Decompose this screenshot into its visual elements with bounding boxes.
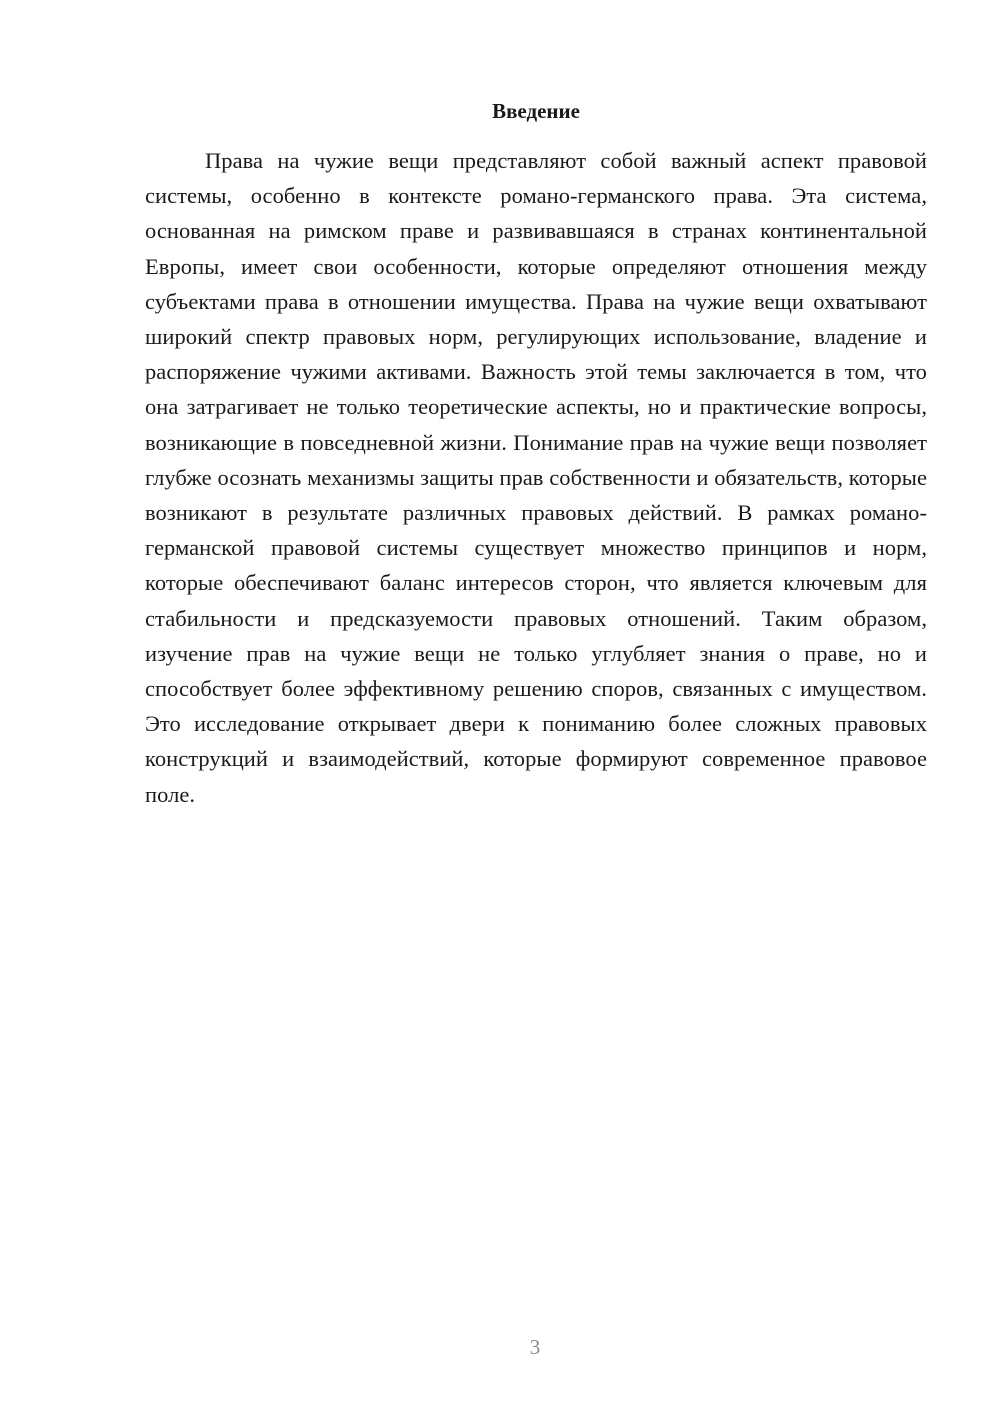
section-heading: Введение (492, 99, 580, 123)
page-number: 3 (529, 1335, 541, 1359)
body-paragraph: Права на чужие вещи представляют собой важный аспект правовой системы, особенно в контексте романо-германского права. Эта система, основанная на римском праве и развивавшаяся в странах континентальной Европы, имеет свои особенности, которые определяют отношения между субъектами права в отношении имущества. Права на чужие вещи охватывают широкий спектр правовых норм, регулирующих использование, владение и распоряжение чужими активами. Важность этой темы заключается в том, что она затрагивает не только теоретические аспекты, но и практические вопросы, возникающие в повседневной жизни. Понимание прав на чужие вещи позволяет глубже осознать механизмы защиты прав собственности и обязательств, которые возникают в результате различных правовых действий. В рамках романо-германской правовой системы существует множество принципов и норм, которые обеспечивают баланс интересов сторон, что является ключевым для стабильности и предсказуемости правовых отношений. Таким образом, изучение прав на чужие вещи не только углубляет знания о праве, но и способствует более эффективному решению споров, связанных с имуществом. Это исследование открывает двери к пониманию более сложных правовых конструкций и взаимодействий, которые формируют современное правовое поле. (145, 148, 927, 807)
